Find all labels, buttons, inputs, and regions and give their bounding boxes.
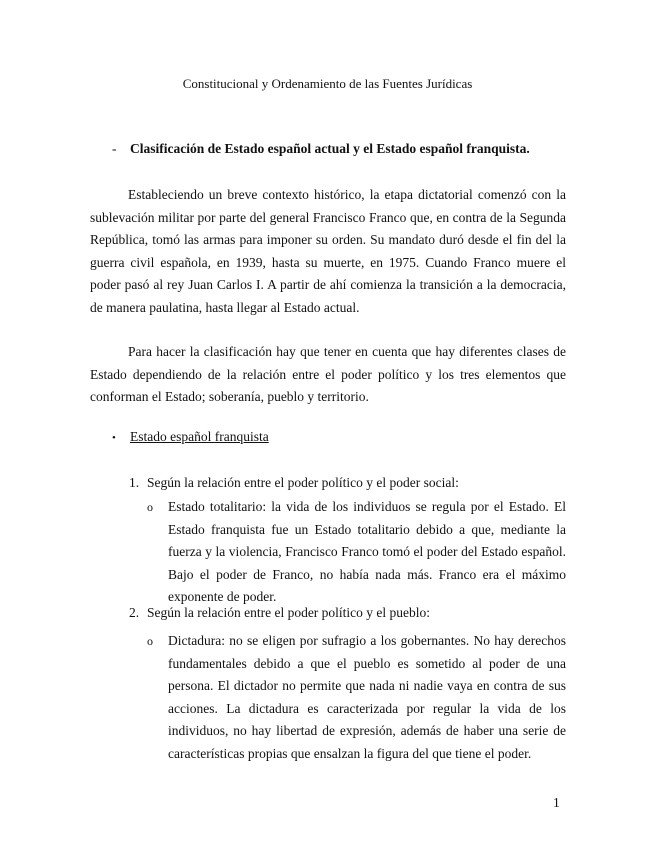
paragraph-classification: Para hacer la clasificación hay que tener en cuenta que hay diferentes clases de Estado dependiendo de la relación entre el poder político y los tres elementos que conforman el Estado; soberanía, pueblo y territorio. [90,344,566,404]
numbered-item-1 [129,475,459,491]
page-header: Constitucional y Ordenamiento de las Fuentes Jurídicas [182,76,473,91]
bullet-heading [112,429,269,445]
list-number: 2. [129,605,140,620]
sub-item-text: Estado totalitario: la vida de los individuos se regula por el Estado. El Estado franquista fue un Estado totalitario debido a que, mediante la fuerza y la violencia, Francisco Franco tomó el poder del Estado español. Bajo el poder de Franco, no había nada más. Franco era el máximo exponente de poder. [168,499,566,604]
section-heading [112,141,530,157]
section-heading-text: Clasificación de Estado español actual y el Estado español franquista. [130,141,530,156]
paragraph-context: Estableciendo un breve contexto histórico, la etapa dictatorial comenzó con la sublevación militar por parte del general Francisco Franco que, en contra de la Segunda República, tomó las armas para imponer su orden. Su mandato duró desde el fin del la guerra civil española, en 1939, hasta su muerte, en 1975. Cuando Franco muere el poder pasó al rey Juan Carlos I. A partir de ahí comienza la transición a la democracia, de manera paulatina, hasta llegar al Estado actual. [90,187,566,315]
numbered-item-2 [129,605,430,621]
sub-item-text: Dictadura: no se eligen por sufragio a los gobernantes. No hay derechos fundamentales debido a que el pueblo es sometido al poder de una persona. El dictador no permite que nada ni nadie vaya en contra de sus acciones. La dictadura es caracterizada por regular la vida de los individuos, no hay libertad de expresión, además de haber una serie de características propias que ensalzan la figura del que tiene el poder. [168,633,566,761]
numbered-item-label: Según la relación entre el poder político y el poder social: [147,475,459,490]
numbered-item-label: Según la relación entre el poder político y el pueblo: [147,605,431,620]
sub-list-marker: o [147,500,153,514]
bullet-heading-label: Estado español franquista [130,429,269,444]
bullet-marker: • [112,432,116,444]
page-number: 1 [553,795,560,810]
sub-list-marker: o [147,634,153,648]
dash-marker: - [112,141,117,156]
list-number: 1. [129,475,140,490]
